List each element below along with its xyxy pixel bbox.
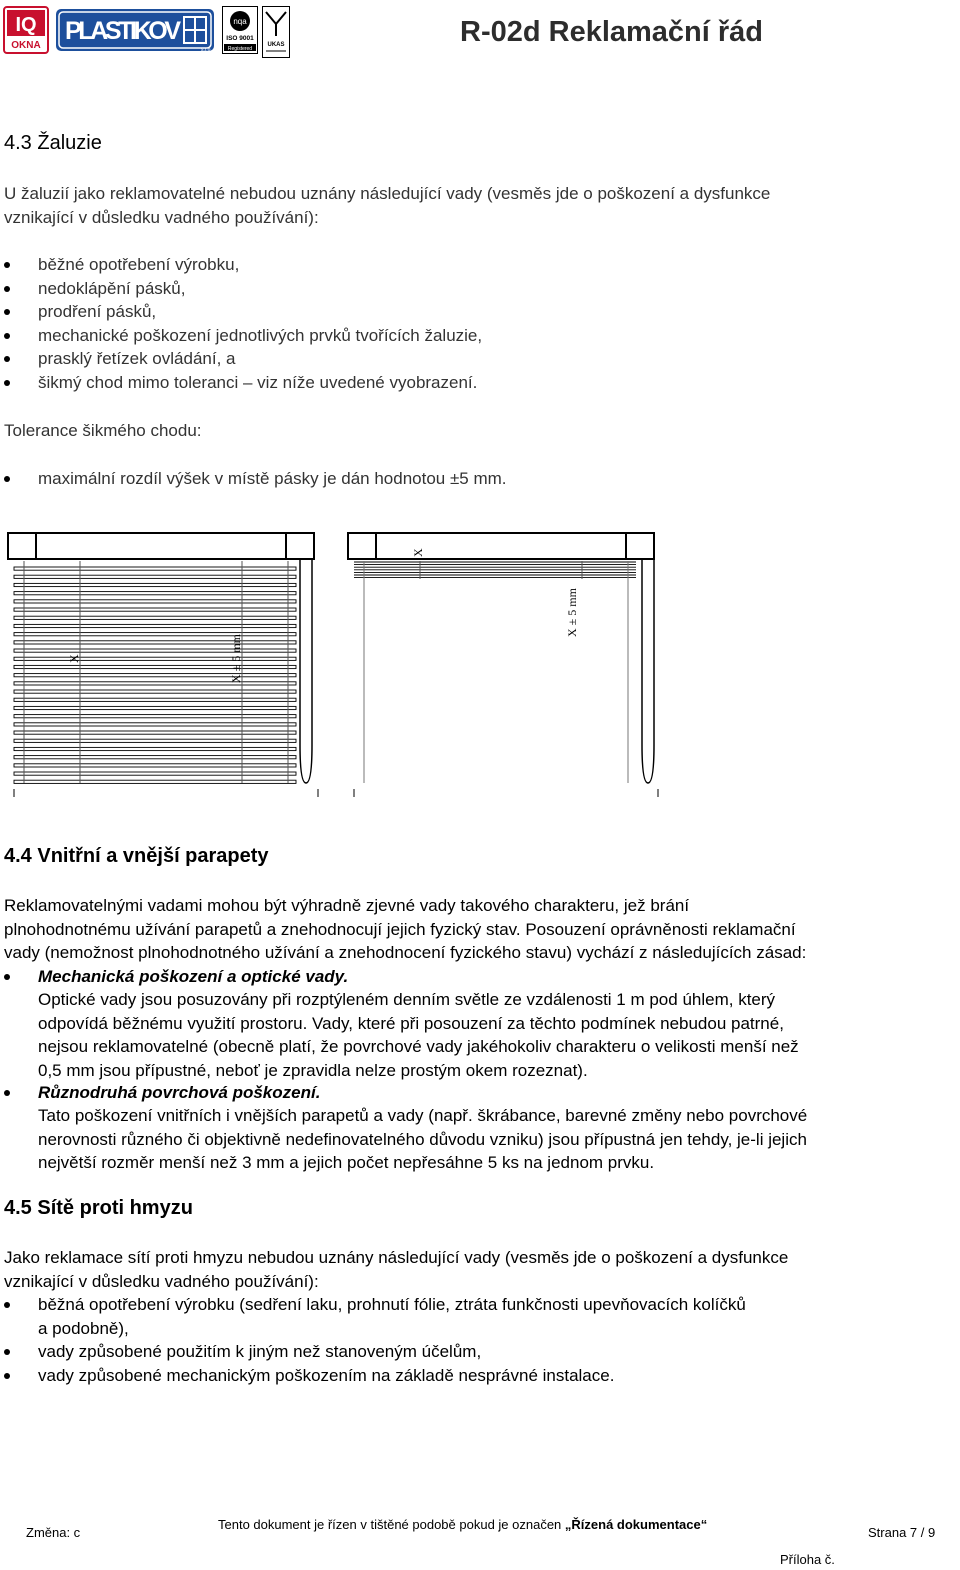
paragraph-line: Optické vady jsou posuzovány při rozptýleném denním světle ze vzdálenosti 1 m pod úhlem, který [38, 990, 776, 1009]
list-item-text: prasklý řetízek ovládání, a [38, 349, 236, 368]
paragraph-line: odpovídá běžnému využití prostoru. Vady, které při posouzení za těchto podmínek nebudou patrné, [38, 1013, 784, 1033]
list-item [0, 347, 482, 371]
paragraph-line: nerovnosti různého či objektivně nedefinovatelného důvodu vzniku) jsou přípustná jen tehdy, je-li jejich [38, 1129, 807, 1149]
list-item-text: Různodruhá povrchová poškození. [38, 1083, 321, 1102]
iso-number-text: ISO 9001 [226, 35, 254, 42]
paragraph-line: vznikající v důsledku vadného používání): [4, 1271, 319, 1291]
bullet-icon [4, 380, 10, 386]
list-item-text: vady způsobené mechanickým poškozením na základě nesprávné instalace. [38, 1365, 615, 1385]
slat [14, 739, 296, 742]
section-heading-zaluzie: 4.3 Žaluzie [4, 132, 102, 154]
parapety-bullet-surface [0, 1081, 320, 1105]
paragraph-line: plnohodnotnému užívání parapetů a znehodnocují jejich fyzický stav. Posouzení oprávněnosti reklamační [4, 919, 796, 939]
section-heading-parapety: 4.4 Vnitřní a vnější parapety [4, 845, 269, 867]
measure-tolerance-label: X ± 5 mm [565, 588, 579, 637]
measure-tolerance-label: X ± 5 mm [229, 634, 243, 683]
list-item-text: vady způsobené použitím k jiným než stanoveným účelům, [38, 1342, 482, 1361]
list-item-text: maximální rozdíl výšek v místě pásky je dán hodnotou ±5 mm. [38, 469, 507, 488]
list-item [0, 1317, 746, 1341]
bullet-icon [4, 1373, 10, 1379]
section-heading-site: 4.5 Sítě proti hmyzu [4, 1197, 193, 1219]
footer-control-note [218, 1517, 707, 1532]
zaluzie-intro-line: vznikající v důsledku vadného používání): [4, 207, 319, 227]
slat [14, 731, 296, 734]
list-item-text: nedoklápění pásků, [38, 278, 186, 298]
list-item-text: prodření pásků, [38, 302, 157, 321]
slat [14, 682, 296, 685]
list-item-text: běžné opotřebení výrobku, [38, 255, 240, 274]
paragraph-line: nejsou reklamovatelné (obecně platí, že povrchové vady jakéhokoliv charakteru o velikosti menší než [38, 1037, 799, 1056]
list-item [0, 324, 482, 348]
iso-nqa-text: nqa [233, 17, 247, 26]
slat [14, 616, 296, 619]
slat-group [14, 567, 296, 783]
list-item [0, 1364, 746, 1388]
bullet-icon [4, 1090, 10, 1096]
slat [14, 567, 296, 570]
list-item [0, 300, 482, 324]
slat [14, 706, 296, 709]
bullet-icon [4, 1302, 10, 1308]
surface-damage-text [38, 1104, 958, 1175]
blind-raised-diagram [340, 515, 670, 797]
bullet-icon [4, 333, 10, 339]
footer-change: Změna: c [26, 1525, 81, 1540]
slat [14, 780, 296, 783]
parapety-bullet-mechanical [0, 965, 348, 989]
parapety-intro [4, 894, 954, 965]
logo-iq-text: IQ [15, 14, 37, 36]
footer-control-prefix: Tento dokument je řízen v tištěné podobě pokud je označen [218, 1517, 565, 1532]
footer-annex: Příloha č. [780, 1552, 835, 1567]
optical-defects-text [38, 988, 958, 1082]
document-title: R-02d Reklamační řád [460, 16, 764, 48]
bullet-icon [4, 286, 10, 292]
list-item [0, 1293, 746, 1317]
bullet-icon [4, 309, 10, 315]
list-item [0, 1340, 746, 1364]
slat [14, 747, 296, 750]
ukas-text: UKAS [267, 42, 285, 48]
slat [14, 575, 296, 578]
slat [14, 764, 296, 767]
ukas-seal [262, 6, 290, 58]
site-defect-list [0, 1293, 746, 1387]
measure-x-label: X [67, 654, 81, 663]
tolerance-label: Tolerance šikmého chodu: [4, 421, 202, 440]
bullet-icon [4, 262, 10, 268]
paragraph-line: Tato poškození vnitřních i vnějších parapetů a vady (např. škrábance, barevné změny nebo povrchové [38, 1106, 808, 1125]
logo-brand-text: PLASTIKOV [65, 17, 181, 45]
list-item [0, 277, 482, 301]
list-item-text: a podobně), [38, 1318, 129, 1338]
bullet-icon [4, 974, 10, 980]
slat [14, 665, 296, 668]
blind-lowered-diagram [0, 515, 330, 797]
zaluzie-defect-list [0, 253, 482, 394]
iso-9001-seal [222, 6, 258, 54]
zaluzie-intro [4, 182, 954, 229]
slat [14, 583, 296, 586]
list-item-text: Mechanická poškození a optické vady. [38, 967, 349, 986]
paragraph-line: vady (nemožnost plnohodnotného užívání a znehodnocení fyzického stavu) vychází z následujících zásad: [4, 943, 807, 962]
slat [14, 592, 296, 595]
slat [14, 641, 296, 644]
slat [14, 624, 296, 627]
list-item [0, 467, 507, 491]
logo-brand-suffix: s.r.o. [201, 47, 212, 53]
paragraph-line: největší rozměr menší než 3 mm a jejich počet nepřesáhne 5 ks na jednom prvku. [38, 1153, 655, 1172]
slat [14, 600, 296, 603]
slat [14, 657, 296, 660]
slat-group [354, 562, 636, 578]
site-intro [4, 1246, 954, 1293]
slat [14, 756, 296, 759]
slat [14, 674, 296, 677]
zaluzie-intro-line: U žaluzií jako reklamovatelné nebudou uznány následující vady (vesměs jde o poškození a dysfunkce [4, 184, 771, 203]
list-item-text: mechanické poškození jednotlivých prvků tvořících žaluzie, [38, 325, 483, 345]
list-item [0, 371, 482, 395]
slat [14, 772, 296, 775]
iq-okna-logo [3, 6, 49, 54]
paragraph-line: Jako reklamace sítí proti hmyzu nebudou uznány následující vady (vesměs jde o poškození a dysfunkce [4, 1248, 789, 1267]
paragraph-line: 0,5 mm jsou přípustné, neboť je zpravidla nelze prostým okem rozeznat). [38, 1060, 588, 1080]
tolerance-list [0, 467, 507, 491]
logo-okna-text: OKNA [11, 40, 41, 51]
plastikov-logo [55, 7, 215, 53]
list-item [0, 253, 482, 277]
slat [14, 690, 296, 693]
paragraph-line: Reklamovatelnými vadami mohou být výhradně zjevné vady takového charakteru, jež brání [4, 896, 690, 915]
measure-x-label: X [411, 548, 425, 557]
iso-registered-text: Registered [227, 46, 253, 52]
footer-control-mark: „Řízená dokumentace“ [564, 1517, 708, 1532]
list-item-text: běžná opotřebení výrobku (sedření laku, prohnutí fólie, ztráta funkčnosti upevňovacích kolíčků [38, 1295, 746, 1314]
slat [14, 649, 296, 652]
bullet-icon [4, 356, 10, 362]
list-item [0, 965, 348, 989]
list-item [0, 1081, 320, 1105]
bullet-icon [4, 1349, 10, 1355]
bullet-icon [4, 476, 10, 482]
slat [14, 698, 296, 701]
slat [14, 633, 296, 636]
footer-page-number: Strana 7 / 9 [868, 1525, 936, 1540]
slat [14, 715, 296, 718]
slat [14, 723, 296, 726]
list-item-text: šikmý chod mimo toleranci – viz níže uvedené vyobrazení. [38, 372, 478, 392]
slat [14, 608, 296, 611]
